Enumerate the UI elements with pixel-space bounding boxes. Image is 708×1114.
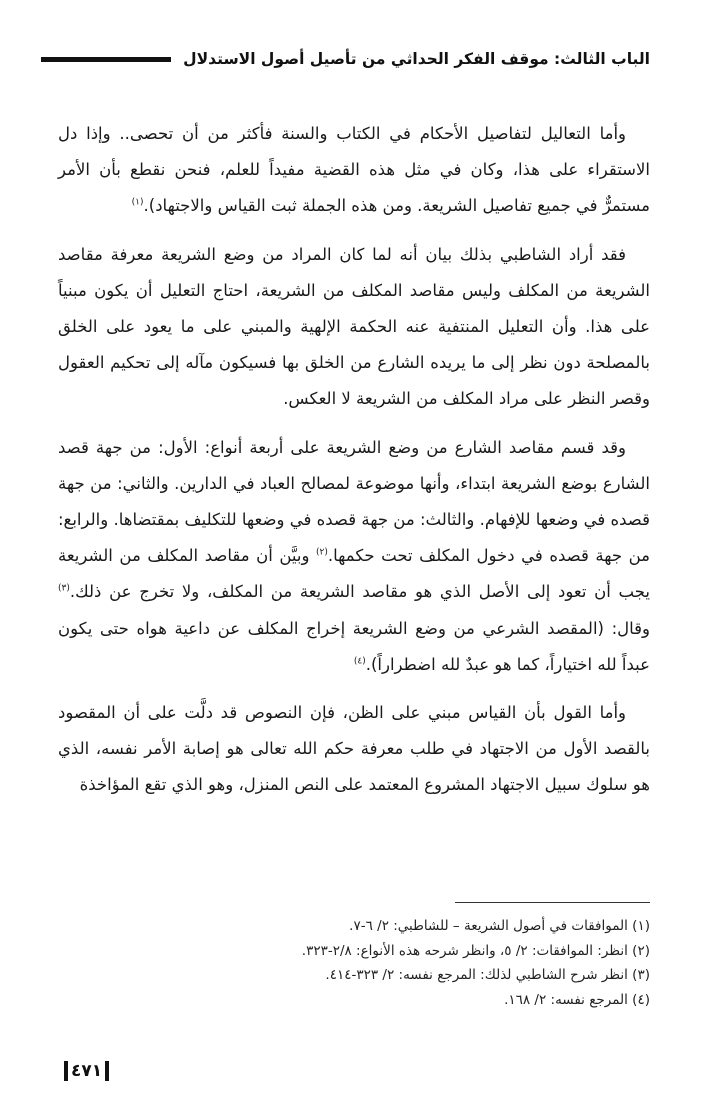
paragraph-4 — [58, 695, 650, 804]
running-header — [60, 46, 650, 72]
paragraph-text: وبيَّن أن مقاصد المكلف من الشريعة يجب أن تعود إلى الأصل الذي هو مقاصد الشريعة من المكلف، ولا تخرج عن ذلك. — [58, 546, 650, 602]
paragraph-text: وأما التعاليل لتفاصيل الأحكام في الكتاب والسنة فأكثر من أن تحصى.. وإذا دل الاستقراء على هذا، وكان في مثل هذه القضية مفيداً للعلم، فنحن نقطع بأن الأمر مستمرٌّ في جميع تفاصيل الشريعة. ومن هذه الجملة ثبت القياس والاجتهاد). — [58, 124, 650, 216]
header-rule — [41, 57, 171, 62]
page-number-bar — [105, 1061, 109, 1081]
footnote-item: (١) الموافقات في أصول الشريعة – للشاطبي: ٢/ ٦-٧. — [349, 918, 650, 934]
paragraph-1 — [58, 116, 650, 225]
page-number-value: ٤٧١ — [71, 1061, 103, 1081]
footnote-ref[interactable]: (٢) — [316, 547, 328, 558]
footnote-ref[interactable]: (١) — [131, 197, 144, 208]
paragraph-text: وقد قسم مقاصد الشارع من وضع الشريعة على أربعة أنواع: الأول: من جهة قصد الشارع بوضع الشريعة ابتداء، وأنها موضوعة لمصالح العباد في الدارين. والثاني: من جهة قصده في وضعها للإفهام. والثالث: من جهة قصده في وضعها للتكليف بمقتضاها. والرابع: من جهة قصده في دخول المكلف تحت حكمها. — [58, 437, 650, 566]
footnote-ref[interactable]: (٣) — [58, 583, 70, 594]
footnote-item: (٢) انظر: الموافقات: ٢/ ٥، وانظر شرحه هذه الأنواع: ٢/٨-٣٢٣. — [301, 942, 650, 959]
paragraph-text: وقال: (المقصد الشرعي من وضع الشريعة إخراج المكلف عن داعية هواه حتى يكون عبداً لله اختياراً، كما هو عبدٌ لله اضطراراً). — [58, 618, 650, 674]
footnote-separator — [455, 902, 650, 903]
footnote-item: (٤) المرجع نفسه: ٢/ ١٦٨. — [504, 991, 650, 1008]
paragraph-text: وأما القول بأن القياس مبني على الظن، فإن النصوص قد دلَّت على أن المقصود بالقصد الأول من الاجتهاد في طلب معرفة حكم الله تعالى هو إصابة الأمر نفسه، الذي هو سلوك سبيل الاجتهاد المشروع المعتمد على النص المنزل، وهو الذي تقع المؤاخذة — [58, 703, 650, 795]
chapter-title: الباب الثالث: موقف الفكر الحداثي من تأصيل أصول الاستدلال — [183, 50, 650, 68]
paragraph-2 — [58, 237, 650, 418]
footnote-ref[interactable]: (٤) — [353, 656, 366, 667]
paragraph-text: فقد أراد الشاطبي بذلك بيان أنه لما كان المراد من وضع الشريعة معرفة مقاصد الشريعة من المكلف وليس مقاصد المكلف من الشريعة، احتاج التعليل أن يكون مبنياً على هذا. وأن التعليل المنتفية عنه الحكمة الإلهية والمبني على ما يعود على الخلق بالمصلحة دون نظر إلى ما يريده الشارع من الخلق بها فسيكون مآله إلى تحكيم العقول وقصر النظر على مراد المكلف من الشريعة لا العكس. — [58, 244, 650, 409]
body-text — [58, 116, 650, 816]
footnote-item: (٣) انظر شرح الشاطبي لذلك: المرجع نفسه: ٢/ ٣٢٣-٤١٤. — [325, 967, 650, 983]
paragraph-3 — [58, 430, 650, 683]
page-number — [64, 1060, 109, 1082]
footnotes — [58, 914, 650, 1012]
